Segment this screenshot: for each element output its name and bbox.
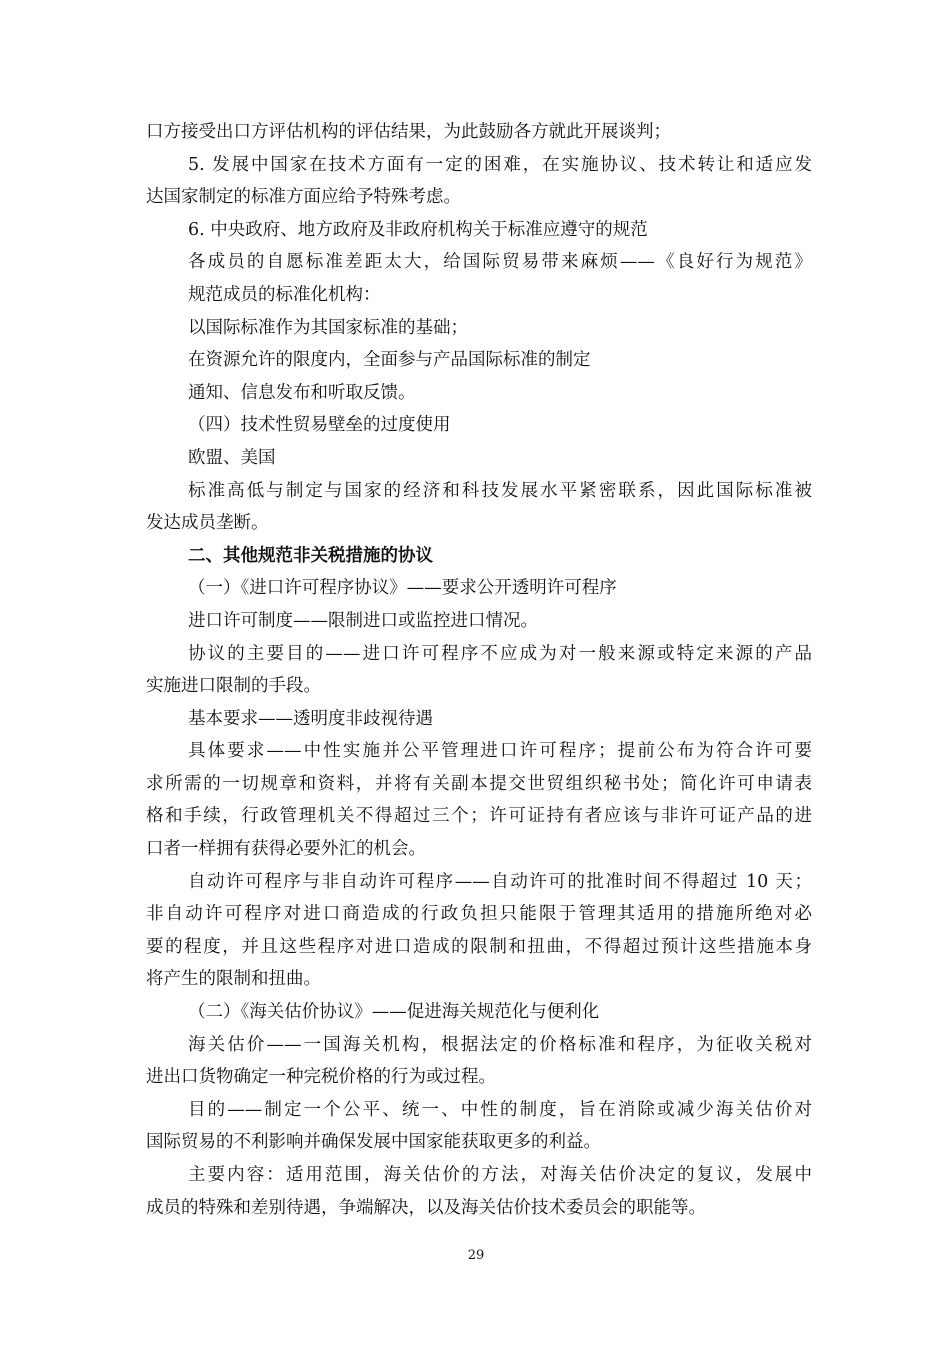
- text-line: 主要内容：适用范围，海关估价的方法，对海关估价决定的复议，发展中: [188, 1165, 812, 1185]
- text-line: 各成员的自愿标准差距太大，给国际贸易带来麻烦——《良好行为规范》: [188, 252, 812, 273]
- text-line: 以国际标准作为其国家标准的基础；: [188, 317, 468, 338]
- section-heading: 二、其他规范非关税措施的协议: [188, 545, 433, 566]
- text-line: 具体要求——中性实施并公平管理进口许可程序；提前公布为符合许可要: [188, 741, 812, 762]
- text-line: 协议的主要目的——进口许可程序不应成为对一般来源或特定来源的产品: [188, 643, 812, 664]
- text-line: 欧盟、美国: [188, 447, 276, 468]
- text-line: 非自动许可程序对进口商造成的行政负担只能限于管理其适用的措施所绝对必: [146, 904, 812, 925]
- text-line: 将产生的限制和扭曲。: [146, 969, 321, 990]
- text-line: 达国家制定的标准方面应给予特殊考虑。: [146, 187, 461, 208]
- text-line: 成员的特殊和差别待遇，争端解决，以及海关估价技术委员会的职能等。: [146, 1197, 706, 1218]
- section-subheading: （二）《海关估价协议》——促进海关规范化与便利化: [188, 1002, 600, 1023]
- text-line: 通知、信息发布和听取反馈。: [188, 382, 416, 403]
- text-line: 口方接受出口方评估机构的评估结果，为此鼓励各方就此开展谈判；: [146, 122, 671, 142]
- text-line: 规范成员的标准化机构：: [188, 284, 381, 305]
- text-line: 基本要求——透明度非歧视待遇: [188, 708, 433, 729]
- text-line: 5. 发展中国家在技术方面有一定的困难，在实施协议、技术转让和适应发: [188, 154, 812, 175]
- section-subheading: （四）技术性贸易壁垒的过度使用: [188, 415, 451, 436]
- text-line: 要的程度，并且这些程序对进口造成的限制和扭曲，不得超过预计这些措施本身: [146, 936, 812, 957]
- text-line: 在资源允许的限度内，全面参与产品国际标准的制定: [188, 350, 591, 371]
- text-line: 标准高低与制定与国家的经济和科技发展水平紧密联系，因此国际标准被: [188, 480, 812, 501]
- text-line: 进口许可制度——限制进口或监控进口情况。: [188, 610, 538, 631]
- text-line: 格和手续，行政管理机关不得超过三个；许可证持有者应该与非许可证产品的进: [146, 806, 812, 827]
- text-line: 进出口货物确定一种完税价格的行为或过程。: [146, 1067, 496, 1088]
- text-line: 实施进口限制的手段。: [146, 676, 321, 697]
- page-number: 29: [467, 1248, 485, 1263]
- text-line: 求所需的一切规章和资料，并将有关副本提交世贸组织秘书处；简化许可申请表: [146, 773, 812, 794]
- section-subheading: （一）《进口许可程序协议》——要求公开透明许可程序: [188, 578, 617, 599]
- text-line: 6. 中央政府、地方政府及非政府机构关于标准应遵守的规范: [188, 219, 648, 240]
- body-text: [146, 116, 812, 1224]
- text-line: 海关估价——一国海关机构，根据法定的价格标准和程序，为征收关税对: [188, 1034, 812, 1055]
- text-line: 自动许可程序与非自动许可程序——自动许可的批准时间不得超过 10 天；: [188, 871, 812, 892]
- text-line: 发达成员垄断。: [146, 513, 269, 534]
- text-line: 目的——制定一个公平、统一、中性的制度，旨在消除或减少海关估价对: [188, 1099, 812, 1120]
- text-line: 国际贸易的不利影响并确保发展中国家能获取更多的利益。: [146, 1132, 601, 1153]
- text-line: 口者一样拥有获得必要外汇的机会。: [146, 839, 426, 860]
